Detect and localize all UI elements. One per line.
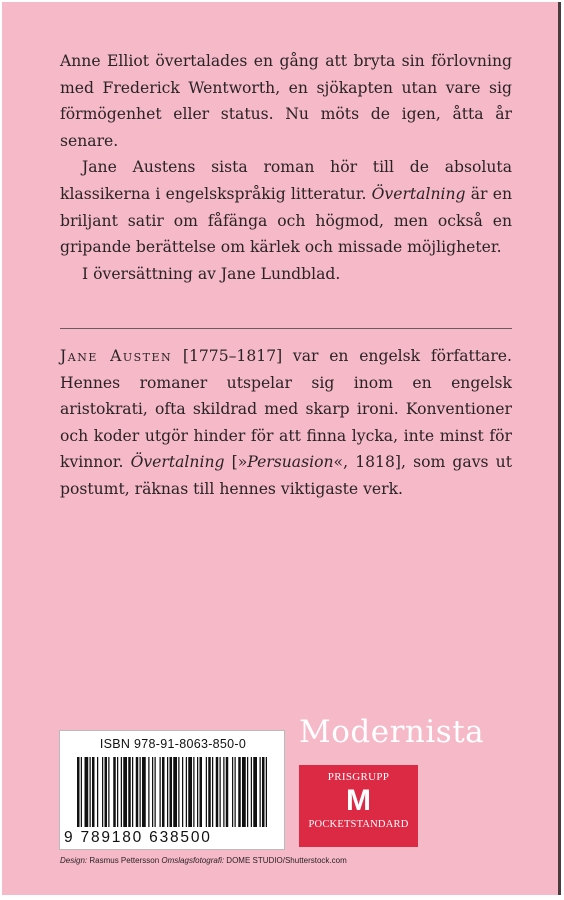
barcode-bar [121, 757, 122, 827]
cover-credits: Design: Rasmus Pettersson Omslagsfotografi: DOME STUDIO/Shutterstock.com [60, 856, 347, 865]
book-title: Övertalning [371, 184, 466, 203]
barcode-bar [85, 757, 89, 827]
divider-line [60, 328, 512, 329]
barcode-bar [105, 757, 108, 827]
barcode-bar [186, 757, 187, 827]
barcode-bar [223, 757, 224, 827]
barcode [77, 757, 269, 827]
barcode-bar [113, 757, 116, 827]
badge-top-label: PRISGRUPP [327, 771, 390, 783]
barcode-bar [160, 757, 161, 827]
original-title: Persuasion [247, 453, 334, 472]
publisher-logo: Modernista [299, 714, 485, 750]
barcode-bar [128, 757, 131, 827]
barcode-bar [173, 757, 177, 827]
barcode-bar [162, 757, 165, 827]
barcode-bar [178, 757, 179, 827]
barcode-bar [77, 757, 80, 827]
barcode-bar [266, 757, 267, 827]
barcode-bar [81, 757, 82, 827]
barcode-bar [212, 757, 213, 827]
barcode-bar [253, 757, 257, 827]
barcode-bar [200, 757, 203, 827]
barcode-bar [220, 757, 221, 827]
barcode-bar [232, 757, 233, 827]
translator-line: I översättning av Jane Lundblad. [82, 264, 341, 283]
barcode-bar [251, 757, 252, 827]
barcode-bar [90, 757, 91, 827]
barcode-bar [216, 757, 219, 827]
author-bio: Jane Austen [1775–1817] var en engelsk författare. Hennes romaner utspelar sig inom en engelsk aristokrati, ofta skildrad med skarp ironi. Konventioner och koder utgör hinder för att finna lycka, inte minst för kvinnor. Övertalning [»Persuasion«, 1818], som gavs ut postumt, räknas till hennes viktigaste verk. [60, 347, 512, 498]
barcode-bar [108, 757, 109, 827]
barcode-bar [197, 757, 198, 827]
barcode-bar [97, 757, 98, 827]
isbn-label: ISBN 978-91-8063-850-0 [99, 737, 247, 751]
barcode-bar [142, 757, 146, 827]
barcode-bar [193, 757, 194, 827]
price-group-badge [299, 765, 418, 847]
barcode-bar [208, 757, 211, 827]
barcode-bar [242, 757, 246, 827]
barcode-bar [132, 757, 133, 827]
back-cover [2, 2, 561, 895]
barcode-bar [152, 757, 153, 827]
barcode-bar [140, 757, 141, 827]
barcode-bar [123, 757, 127, 827]
blurb-text [60, 48, 512, 287]
barcode-bar [262, 757, 265, 827]
badge-letter: M [346, 784, 371, 817]
barcode-bar [247, 757, 248, 827]
barcode-bar [102, 757, 103, 827]
barcode-bar [92, 757, 95, 827]
blurb-paragraph-1: Anne Elliot övertalades en gång att bryta sin förlovning med Frederick Wentworth, en sjökapten utan vare sig förmögenhet eller status. Nu möts de igen, åtta år senare. [60, 52, 512, 150]
barcode-bar [170, 757, 173, 827]
barcode-bar [155, 757, 156, 827]
barcode-bar [226, 757, 229, 827]
barcode-bar [117, 757, 118, 827]
barcode-bar [260, 757, 261, 827]
barcode-bar [148, 757, 149, 827]
barcode-bar [136, 757, 139, 827]
barcode-bar [235, 757, 236, 827]
barcode-digits: 9 789180 638500 [64, 829, 212, 846]
barcode-bar [167, 757, 168, 827]
barcode-panel [59, 730, 285, 850]
badge-bottom-label: POCKETSTANDARD [308, 819, 409, 830]
barcode-bar [206, 757, 207, 827]
barcode-bar [182, 757, 183, 827]
blurb-paragraph-2: Jane Austens sista roman hör till de absoluta klassikerna i engelskspråkig litteratur. Övertalning är en briljant satir om fåfänga och högmod, men också en gripande berättelse om kärlek och missade möjligheter. [60, 158, 512, 257]
bio-book-title: Övertalning [130, 453, 225, 472]
barcode-bar [188, 757, 192, 827]
author-name: Jane Austen [60, 347, 173, 365]
barcode-bar [238, 757, 241, 827]
